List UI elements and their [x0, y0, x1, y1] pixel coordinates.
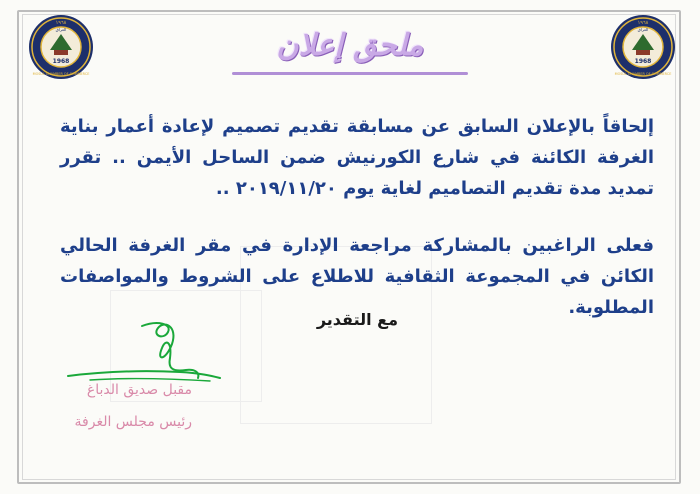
closing-regards: مع التقدير: [316, 310, 398, 329]
seal-english-ring-text: MOSUL CHAMBER OF COMMERCE: [614, 72, 672, 76]
seal-arabic-year-text: ١٩٦٨: [637, 20, 649, 26]
seal-arabic-year-text: ١٩٦٨: [55, 20, 67, 26]
seal-english-ring-text: MOSUL CHAMBER OF COMMERCE: [32, 72, 90, 76]
seal-year-text: 1968: [634, 58, 652, 65]
announcement-paragraph-instructions: فعلى الراغبين بالمشاركة مراجعة الإدارة في مقر الغرفة الحالي الكائن في المجموعة الثقافية للاطلاع على الشروط والمواصفات المطلوبة.: [60, 235, 654, 318]
signer-title: رئيس مجلس الغرفة: [74, 414, 192, 430]
seal-year-text: 1968: [52, 58, 70, 65]
chamber-seal-left-icon: [28, 14, 94, 80]
signer-name: مقبل صديق الدباغ: [86, 382, 192, 398]
announcement-paragraph-extension: إلحاقاً بالإعلان السابق عن مسابقة تقديم تصميم لإعادة أعمار بناية الغرفة الكائنة في شارع الكورنيش ضمن الساحل الأيمن .. تقرر تمديد مدة تقديم التصاميم لغاية يوم ٢٠١٩/١١/٢٠ ..: [60, 116, 654, 199]
seal-country-text: العراق: [55, 27, 67, 32]
chamber-seal-right-icon: [610, 14, 676, 80]
headline-underline: [232, 72, 468, 75]
announcement-headline: ملحق إعلان: [276, 28, 424, 63]
seal-country-text: العراق: [637, 27, 649, 32]
